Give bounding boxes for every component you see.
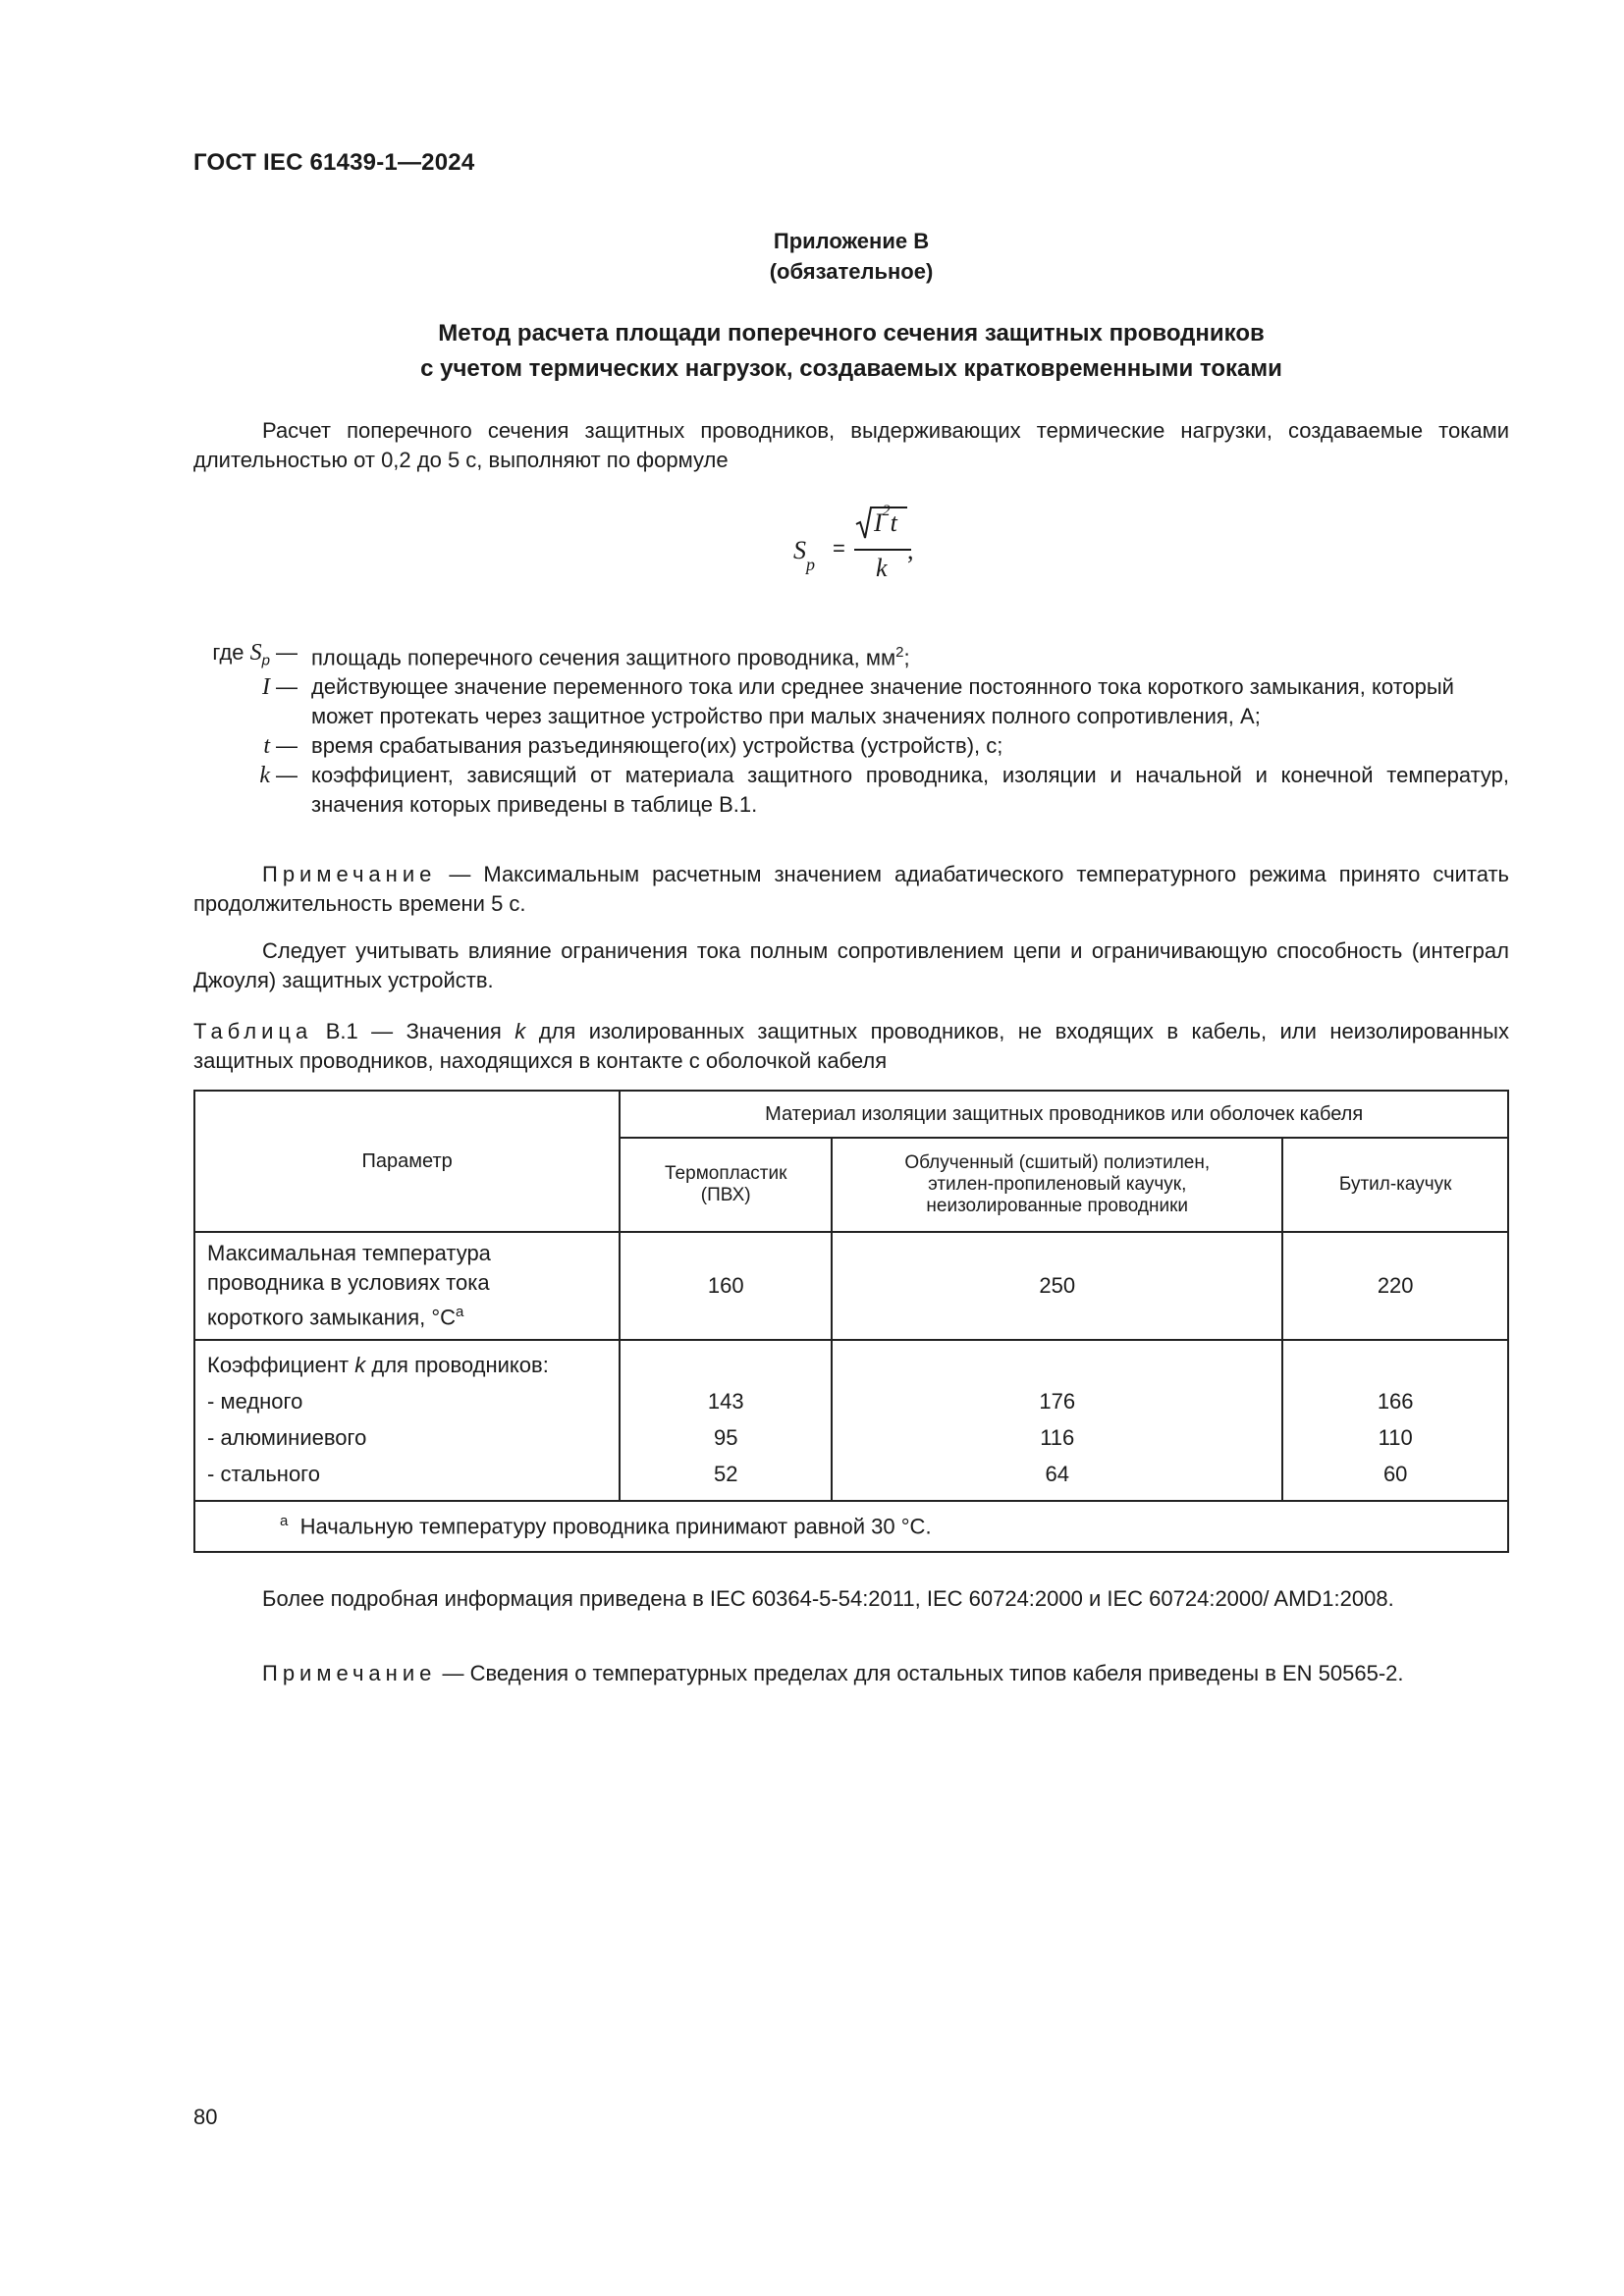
definition-text: площадь поперечного сечения защитного проводника, $мм^2$; <box>311 644 910 670</box>
footnote-mark: а <box>456 1304 464 1321</box>
cell-k-aluminium-pvc: 95 <box>713 1425 738 1450</box>
subrow-label-aluminium: - алюминиевого <box>207 1425 367 1450</box>
cell-k-steel-xlpe: 64 <box>1045 1462 1069 1486</box>
footnote-mark: а <box>280 1513 289 1530</box>
cell-k-aluminium-butyl: 110 <box>1378 1425 1413 1450</box>
formula-numerator <box>874 503 897 538</box>
definition-symbol: k <box>259 763 270 789</box>
cell-max-temp-xlpe: 250 <box>832 1232 1282 1340</box>
cell-k-steel-pvc: 52 <box>713 1462 738 1486</box>
cell-max-temp-butyl: 220 <box>1282 1232 1508 1340</box>
annex-subject-title <box>193 316 1509 387</box>
table-footnote: $^а$ Начальную температуру проводника принимают равной 30 °С. <box>194 1501 1508 1552</box>
definition-symbol: где $S_p$ <box>212 640 270 669</box>
definition-dash: — <box>276 763 298 788</box>
annex-title: Приложение В <box>773 229 930 253</box>
annex-heading <box>193 226 1509 287</box>
note-2 <box>193 1659 1509 1688</box>
column-k-pvc <box>620 1340 832 1501</box>
document-number: ГОСТ IEC 61439-1—2024 <box>193 149 475 176</box>
definition-symbol: t <box>263 733 270 760</box>
page-number: 80 <box>193 2105 218 2129</box>
note-label: Примечание <box>262 862 437 886</box>
header-butyl-rubber: Бутил-каучук <box>1282 1138 1508 1232</box>
definition-symbol: I <box>262 674 270 701</box>
note-label: Примечание <box>262 1661 437 1685</box>
table-row-k-coefficient <box>194 1340 1508 1501</box>
note-1 <box>193 860 1509 919</box>
formula-denominator: k <box>876 554 888 582</box>
header-crosslinked-polyethylene: Облученный (сшитый) полиэтилен, этилен-пропиленовый каучук, неизолированные проводники <box>832 1138 1282 1232</box>
header-parameter: Параметр <box>194 1091 620 1232</box>
definition-k <box>193 761 1509 820</box>
column-k-butyl <box>1282 1340 1508 1501</box>
definition-dash: — <box>276 640 298 665</box>
definition-text: время срабатывания разъединяющего(их) устройства (устройств), с; <box>311 733 1003 759</box>
table-header-row-1 <box>194 1091 1508 1138</box>
definition-text: действующее значение переменного тока или среднее значение постоянного тока короткого замыкания, который может протекать через защитное устройство при малых значениях полного сопротивления, А; <box>311 674 1454 729</box>
table-row-max-temperature <box>194 1232 1508 1340</box>
header-material-group: Материал изоляции защитных проводников или оболочек кабеля <box>620 1091 1508 1138</box>
subrow-label-steel: - стального <box>207 1462 320 1486</box>
row-label-max-temperature: Максимальная температура проводника в условиях тока короткого замыкания, $^\circ С^а$ <box>194 1232 620 1340</box>
formula <box>793 503 931 585</box>
formula-square: 2 <box>882 503 891 520</box>
table-caption-label: Таблица <box>193 1019 313 1043</box>
paragraph-2: Следует учитывать влияние ограничения тока полным сопротивлением цепи и ограничивающую способность (интеграл Джоуля) защитных устройств. <box>193 938 1509 992</box>
definition-text: коэффициент, зависящий от материала защитного проводника, изоляции и начальной и конечной температур, значения которых приведены в таблице В.1. <box>311 763 1509 818</box>
title-line-2: с учетом термических нагрузок, создаваемых кратковременными токами <box>420 355 1282 382</box>
row-label-k-coefficient: Коэффициент k для проводников: - медного - алюминиевого - стального <box>194 1340 620 1501</box>
definition-sp <box>193 638 1509 672</box>
table-b1 <box>193 1090 1509 1553</box>
definition-where: где <box>212 640 244 665</box>
table-caption: Таблица В.1 — Значения k для изолированных защитных проводников, не входящих в кабель, или неизолированных защитных проводников, находящихся в контакте с оболочкой кабеля <box>193 1019 1509 1073</box>
cell-k-steel-butyl: 60 <box>1382 1462 1408 1486</box>
definition-i <box>193 672 1509 731</box>
formula-equals: = <box>833 536 845 561</box>
intro-paragraph: Расчет поперечного сечения защитных проводников, выдерживающих термические нагрузки, создаваемые токами длительностью от 0,2 до 5 с, выполняют по формуле <box>193 418 1509 472</box>
definition-dash: — <box>276 674 298 700</box>
cell-k-copper-xlpe: 176 <box>1039 1389 1076 1414</box>
annex-status: (обязательное) <box>769 259 934 284</box>
cell-k-aluminium-xlpe: 116 <box>1040 1425 1075 1450</box>
formula-lhs-sub: p <box>806 555 815 575</box>
cell-max-temp-pvc: 160 <box>620 1232 832 1340</box>
cell-k-copper-pvc: 143 <box>707 1389 744 1414</box>
formula-current-symbol: I <box>874 508 883 537</box>
note-text: — Сведения о температурных пределах для остальных типов кабеля приведены в EN 50565-2. <box>442 1661 1404 1685</box>
table-footnote-row <box>194 1501 1508 1552</box>
formula-lhs-symbol: S <box>793 536 806 564</box>
definition-dash: — <box>276 733 298 759</box>
subrow-label-copper: - медного <box>207 1389 303 1414</box>
column-k-xlpe <box>832 1340 1282 1501</box>
header-thermoplastic: Термопластик (ПВХ) <box>620 1138 832 1232</box>
formula-time-symbol: t <box>890 508 897 537</box>
definition-t <box>193 731 1509 761</box>
paragraph-3: Более подробная информация приведена в IEC 60364-5-54:2011, IEC 60724:2000 и IEC 60724:2000/ AMD1:2008. <box>262 1586 1394 1611</box>
formula-lhs <box>793 536 815 575</box>
note-text: — Максимальным расчетным значением адиабатического температурного режима принято считать продолжительность времени 5 с. <box>193 862 1509 916</box>
title-line-1: Метод расчета площади поперечного сечения защитных проводников <box>438 320 1265 347</box>
formula-comma: , <box>907 536 914 564</box>
definitions-list <box>193 638 1509 820</box>
cell-k-copper-butyl: 166 <box>1377 1389 1414 1414</box>
